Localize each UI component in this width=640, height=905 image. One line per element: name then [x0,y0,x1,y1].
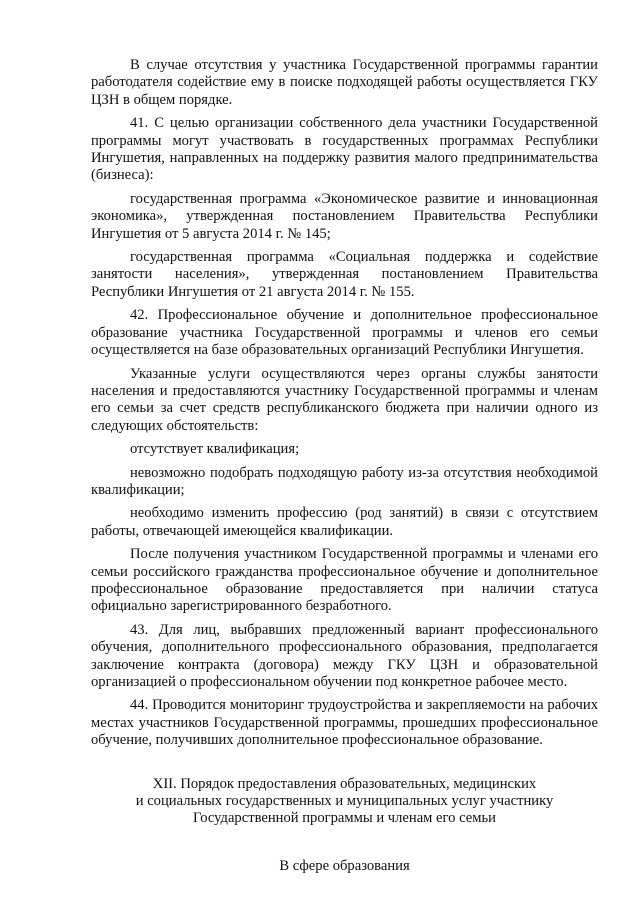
paragraph: отсутствует квалификация; [130,441,300,458]
paragraph: невозможно подобрать подходящую работу из-за отсутствия необходимой квалификации; [91,464,598,498]
section-heading-line: Государственной программы и членам его семьи [193,810,496,827]
paragraph: 44. Проводится мониторинг трудоустройства и закрепляемости на рабочих местах участников Государственной программы, прошедших профессиональное обучение, получивших дополнительное профессиональное образование. [91,697,598,749]
paragraph: 42. Профессиональное обучение и дополнительное профессиональное образование участника Государственной программы и членов его семьи осуществляется на базе образовательных организаций Республики Ингушетия. [91,307,598,359]
section-heading-line: XII. Порядок предоставления образовательных, медицинских [152,775,537,792]
subsection-heading: В сфере образования [279,857,410,874]
document-page [91,57,598,875]
section-heading [91,776,598,828]
paragraph: государственная программа «Экономическое развитие и инновационная экономика», утвержденная постановлением Правительства Республики Ингушетия от 5 августа 2014 г. № 145; [91,190,598,242]
paragraph: необходимо изменить профессию (род занятий) в связи с отсутствием работы, отвечающей имеющейся квалификации. [91,505,598,539]
section-heading-line: и социальных государственных и муниципальных услуг участнику [135,793,554,810]
paragraph: 43. Для лиц, выбравших предложенный вариант профессионального обучения, дополнительного профессионального образования, предполагается заключение контракта (договора) между ГКУ ЦЗН и образовательной организацией о профессиональном обучении под конкретное рабочее место. [91,621,598,690]
paragraph: Указанные услуги осуществляются через органы службы занятости населения и предоставляются участнику Государственной программы и членам его семьи за счет средств республиканского бюджета при наличии одного из следующих обстоятельств: [91,365,598,434]
paragraph: 41. С целью организации собственного дела участники Государственной программы могут участвовать в государственных программах Республики Ингушетия, направленных на поддержку развития малого предпринимательства (бизнеса): [91,115,598,184]
paragraph: государственная программа «Социальная поддержка и содействие занятости населения», утвержденная постановлением Правительства Республики Ингушетия от 21 августа 2014 г. № 155. [91,249,598,300]
paragraph: После получения участником Государственной программы и членами его семьи российского гражданства профессиональное обучение и дополнительное профессиональное образование предоставляется при наличии статуса официально зарегистрированного безработного. [91,546,598,615]
paragraph: В случае отсутствия у участника Государственной программы гарантии работодателя содействие ему в поиске подходящей работы осуществляется ГКУ ЦЗН в общем порядке. [91,57,598,108]
